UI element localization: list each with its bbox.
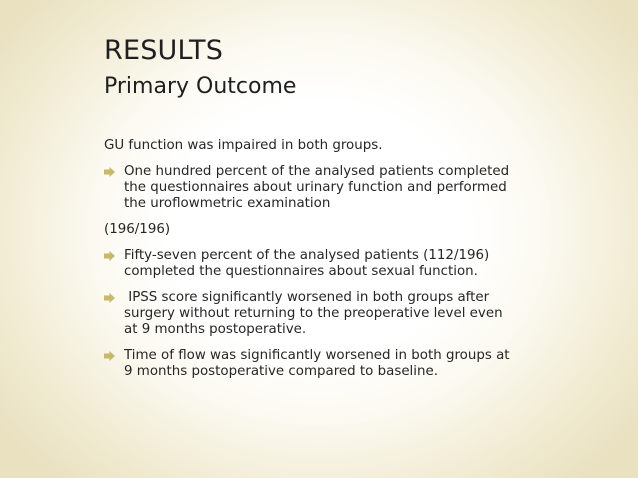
bullet-1-line-3: the uroflowmetric examination [124,196,331,211]
bullet-item-4 [104,348,544,380]
bullet-3-line-3: at 9 months postoperative. [124,322,307,337]
intro-text: GU function was impaired in both groups. [104,138,383,153]
bullet-4-line-2: 9 months postoperative compared to baseline. [124,364,438,379]
bullet-1-line-1: One hundred percent of the analysed patients completed [124,164,510,179]
bullet-1-line-2: the questionnaires about urinary function and performed [124,180,507,195]
arrow-bullet-icon [104,251,115,261]
bullet-2-line-2: completed the questionnaires about sexual function. [124,264,478,279]
bullet-item-2 [104,248,544,280]
arrow-bullet-icon [104,351,115,361]
arrow-bullet-icon [104,167,115,177]
slide-subtitle: Primary Outcome [104,74,297,99]
bullet-item-1 [104,164,544,212]
arrow-bullet-icon [104,293,115,303]
bullet-item-3 [104,290,544,338]
slide-title: RESULTS [104,35,224,66]
bullet-3-line-2: surgery without returning to the preoperative level even [124,306,503,321]
slide-body [104,138,544,390]
bullet-4-line-1: Time of flow was significantly worsened in both groups at [124,348,510,363]
note-text: (196/196) [104,222,171,237]
bullet-3-line-1: IPSS score significantly worsened in both groups after [124,290,490,305]
bullet-2-line-1: Fifty-seven percent of the analysed patients (112/196) [124,248,490,263]
